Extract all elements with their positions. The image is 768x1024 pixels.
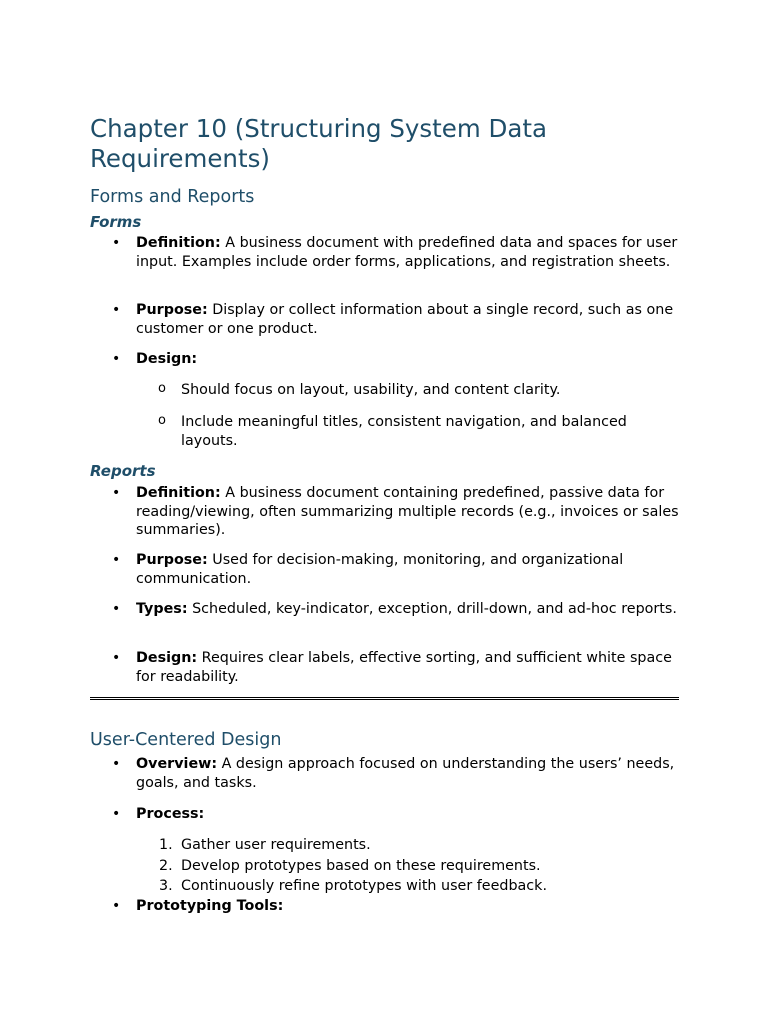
step-text: Gather user requirements.	[181, 837, 371, 853]
bullet-icon: •	[112, 351, 121, 367]
step-number: 1.	[159, 837, 173, 853]
forms-and-reports-heading: Forms and Reports	[90, 187, 255, 207]
bullet-icon: •	[112, 601, 121, 617]
item-text: Used for decision-making, monitoring, and organizational communication.	[136, 552, 624, 587]
bullet-icon: •	[112, 650, 121, 666]
bullet-icon: •	[112, 302, 121, 318]
item-text: A business document containing predefined, passive data for reading/viewing, often summarizing multiple records (e.g., invoices or sales summaries).	[136, 485, 679, 538]
ucd-process-item	[112, 805, 684, 824]
process-step	[159, 877, 681, 896]
item-text: A design approach focused on understanding the users’ needs, goals, and tasks.	[136, 756, 675, 791]
design-point	[158, 381, 681, 400]
item-text: A business document with predefined data and spaces for user input. Examples include order forms, applications, and registration sheets.	[136, 235, 678, 270]
item-label: Design:	[136, 650, 198, 666]
item-label: Purpose:	[136, 552, 208, 568]
item-label: Process:	[136, 806, 205, 822]
item-text: Scheduled, key-indicator, exception, drill-down, and ad-hoc reports.	[187, 601, 677, 617]
circle-bullet-icon: o	[158, 381, 166, 396]
reports-definition-item	[112, 484, 684, 540]
forms-purpose-item	[112, 301, 684, 338]
item-label: Types:	[136, 601, 188, 617]
item-label: Definition:	[136, 485, 221, 501]
chapter-title: Chapter 10 (Structuring System Data Requirements)	[90, 114, 548, 173]
item-label: Design:	[136, 351, 198, 367]
ucd-prototyping-tools-item	[112, 897, 684, 916]
step-text: Continuously refine prototypes with user feedback.	[181, 878, 547, 894]
user-centered-design-heading: User-Centered Design	[90, 730, 282, 750]
section-divider	[90, 697, 679, 700]
bullet-icon: •	[112, 485, 121, 501]
reports-types-item	[112, 600, 684, 619]
design-point-text: Should focus on layout, usability, and content clarity.	[181, 382, 561, 398]
item-label: Prototyping Tools:	[136, 898, 284, 914]
forms-subheading: Forms	[90, 213, 142, 231]
item-text: Display or collect information about a single record, such as one customer or one product.	[136, 302, 674, 337]
bullet-icon: •	[112, 756, 121, 772]
reports-design-item	[112, 649, 684, 686]
process-step	[159, 836, 681, 855]
bullet-icon: •	[112, 235, 121, 251]
step-number: 3.	[159, 878, 173, 894]
bullet-icon: •	[112, 806, 121, 822]
process-step	[159, 857, 681, 876]
design-point-text: Include meaningful titles, consistent navigation, and balanced layouts.	[181, 414, 627, 449]
forms-definition-item	[112, 234, 684, 271]
circle-bullet-icon: o	[158, 413, 166, 428]
item-label: Purpose:	[136, 302, 208, 318]
reports-purpose-item	[112, 551, 684, 588]
design-point	[158, 413, 681, 450]
item-label: Overview:	[136, 756, 218, 772]
reports-subheading: Reports	[90, 462, 156, 480]
step-text: Develop prototypes based on these requirements.	[181, 858, 541, 874]
ucd-overview-item	[112, 755, 684, 792]
forms-design-item	[112, 350, 684, 369]
item-label: Definition:	[136, 235, 221, 251]
bullet-icon: •	[112, 552, 121, 568]
item-text: Requires clear labels, effective sorting, and sufficient white space for readability.	[136, 650, 672, 685]
bullet-icon: •	[112, 898, 121, 914]
step-number: 2.	[159, 858, 173, 874]
